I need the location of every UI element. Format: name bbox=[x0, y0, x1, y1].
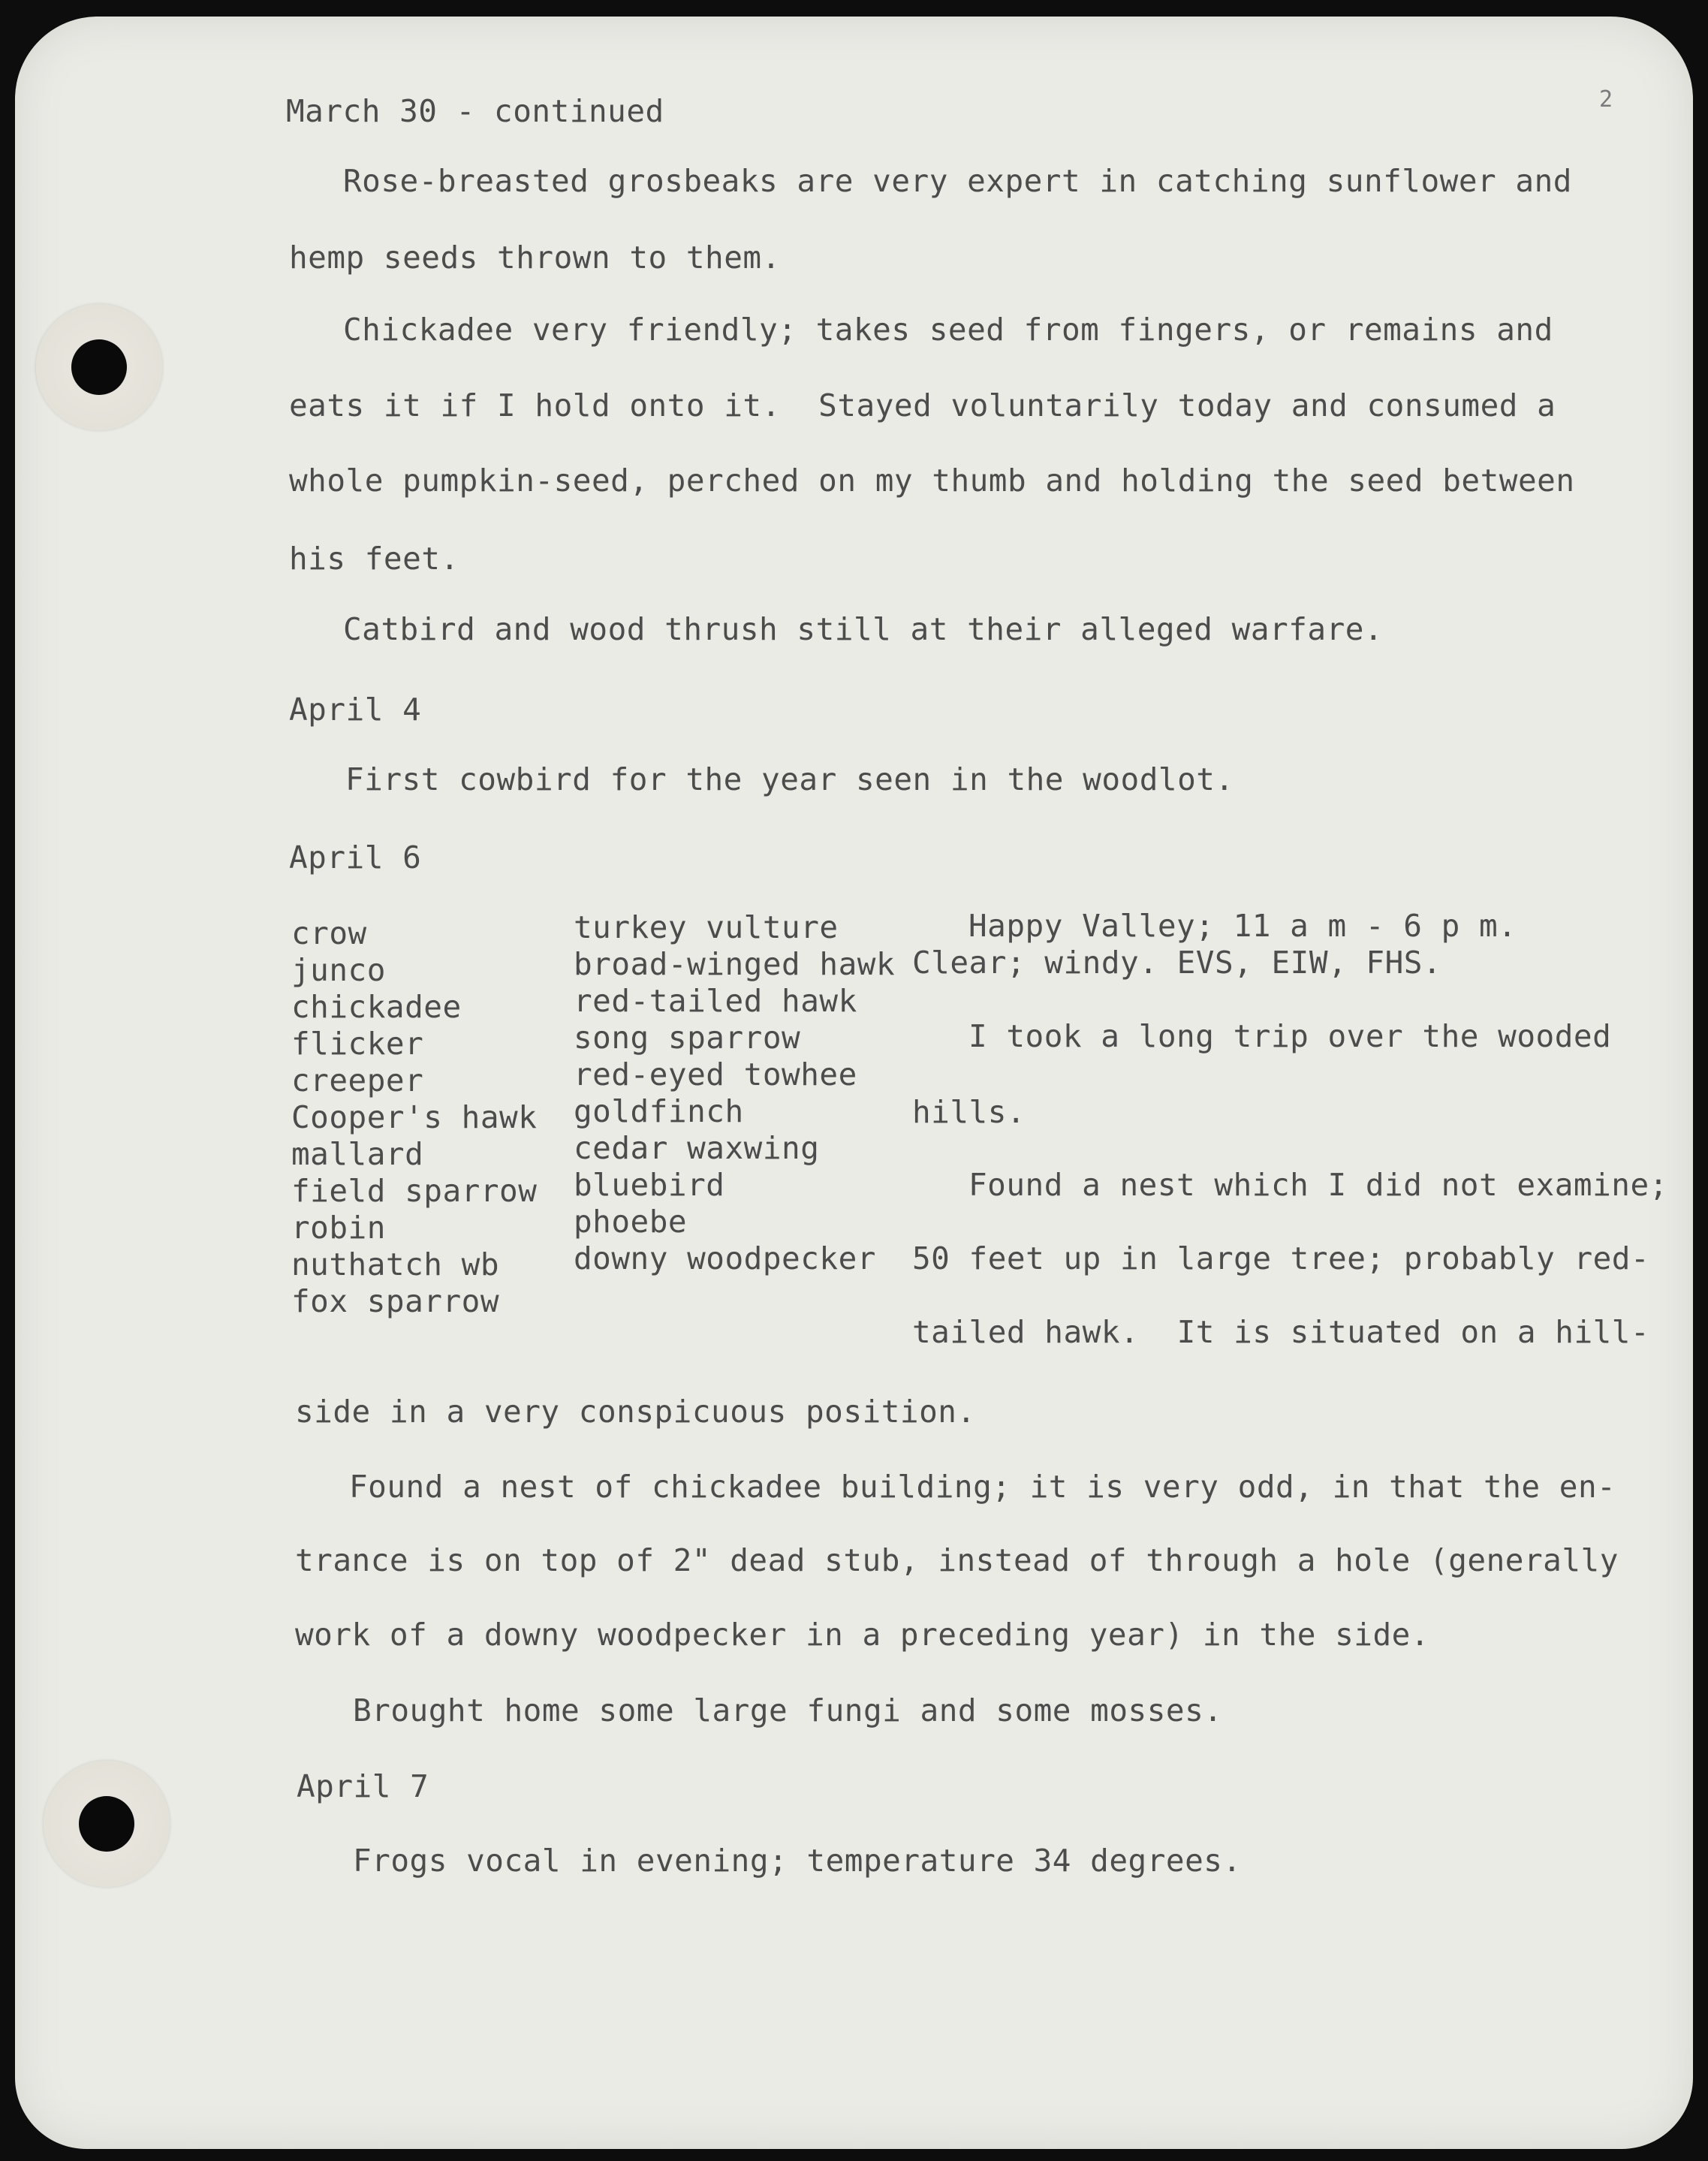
bird-name: red-tailed hawk bbox=[574, 983, 857, 1019]
text-line: First cowbird for the year seen in the woodlot. bbox=[345, 761, 1234, 797]
bird-name: robin bbox=[291, 1210, 386, 1246]
bird-name: chickadee bbox=[291, 989, 462, 1025]
bird-name: field sparrow bbox=[291, 1173, 538, 1209]
bird-name: Cooper's hawk bbox=[291, 1099, 538, 1135]
bird-name: nuthatch wb bbox=[291, 1246, 500, 1282]
bird-name: goldfinch bbox=[574, 1093, 744, 1129]
text-line: work of a downy woodpecker in a preceding year) in the side. bbox=[295, 1617, 1430, 1653]
bird-name: red-eyed towhee bbox=[574, 1056, 857, 1093]
bird-name: fox sparrow bbox=[291, 1283, 500, 1319]
text-line: Frogs vocal in evening; temperature 34 degrees. bbox=[353, 1843, 1242, 1879]
text-line: Chickadee very friendly; takes seed from fingers, or remains and bbox=[343, 312, 1553, 348]
text-line: Brought home some large fungi and some mosses. bbox=[353, 1692, 1223, 1728]
text-line: tailed hawk. It is situated on a hill- bbox=[912, 1314, 1650, 1350]
bird-name: junco bbox=[291, 952, 386, 988]
bird-name: broad-winged hawk bbox=[574, 946, 896, 982]
page-number: 2 bbox=[1599, 86, 1613, 113]
text-line: whole pumpkin-seed, perched on my thumb and holding the seed between bbox=[289, 463, 1575, 499]
text-line: I took a long trip over the wooded bbox=[968, 1018, 1612, 1054]
entry-heading-march-30: March 30 - continued bbox=[286, 93, 664, 129]
entry-heading-april-6: April 6 bbox=[289, 839, 422, 876]
bird-name: crow bbox=[291, 915, 367, 951]
text-line: hills. bbox=[912, 1094, 1026, 1130]
text-line: 50 feet up in large tree; probably red- bbox=[912, 1240, 1650, 1276]
bird-name: song sparrow bbox=[574, 1020, 801, 1056]
entry-heading-april-7: April 7 bbox=[297, 1768, 429, 1804]
text-line: Happy Valley; 11 a m - 6 p m. bbox=[968, 908, 1517, 944]
binder-hole-top bbox=[36, 304, 162, 430]
bird-name: creeper bbox=[291, 1062, 424, 1099]
bird-name: bluebird bbox=[574, 1167, 725, 1203]
bird-name: phoebe bbox=[574, 1204, 688, 1240]
text-line: Found a nest which I did not examine; bbox=[968, 1167, 1668, 1203]
entry-heading-april-4: April 4 bbox=[289, 692, 422, 728]
text-line: Rose-breasted grosbeaks are very expert in catching sunflower and bbox=[343, 163, 1572, 199]
bird-name: downy woodpecker bbox=[574, 1240, 876, 1276]
bird-name: cedar waxwing bbox=[574, 1130, 820, 1166]
bird-name: turkey vulture bbox=[574, 909, 839, 945]
text-line: Found a nest of chickadee building; it is very odd, in that the en- bbox=[349, 1469, 1616, 1505]
text-line: Catbird and wood thrush still at their alleged warfare. bbox=[343, 611, 1384, 647]
bird-name: flicker bbox=[291, 1026, 424, 1062]
text-line: eats it if I hold onto it. Stayed voluntarily today and consumed a bbox=[289, 387, 1556, 423]
text-line: his feet. bbox=[289, 541, 459, 577]
text-line: trance is on top of 2" dead stub, instead of through a hole (generally bbox=[295, 1542, 1619, 1578]
binder-hole-bottom bbox=[44, 1761, 170, 1887]
text-line: side in a very conspicuous position. bbox=[295, 1394, 976, 1430]
text-line: hemp seeds thrown to them. bbox=[289, 240, 781, 276]
bird-name: mallard bbox=[291, 1136, 424, 1172]
text-line: Clear; windy. EVS, EIW, FHS. bbox=[912, 945, 1442, 981]
